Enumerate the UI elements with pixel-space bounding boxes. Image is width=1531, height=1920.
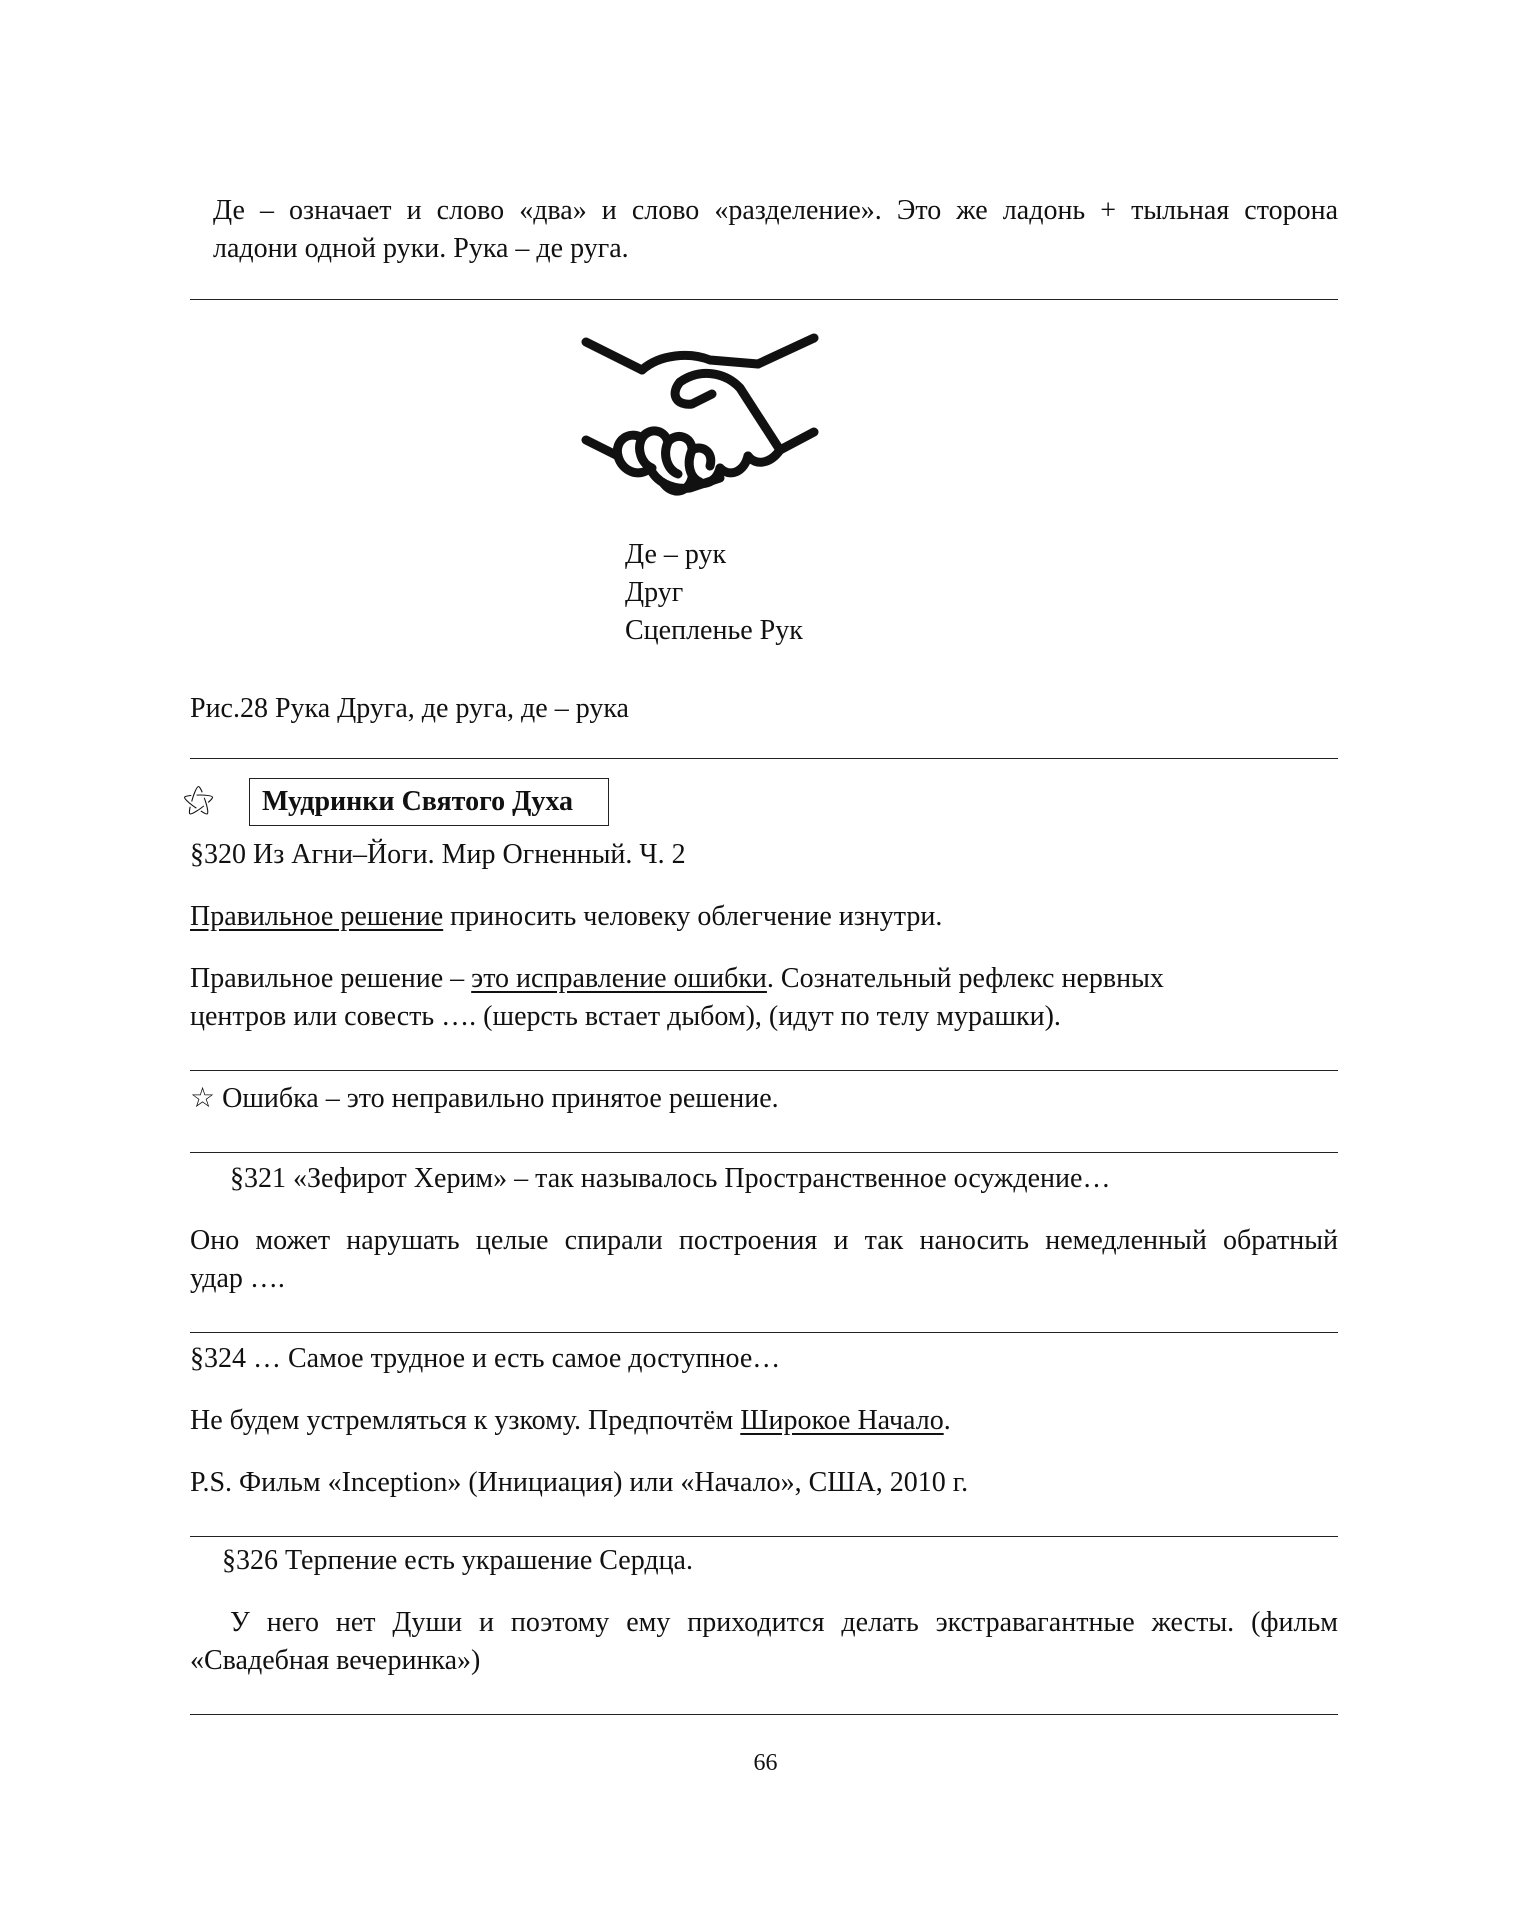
figure-title: Рис.28 Рука Друга, де руга, де – рука [190, 693, 629, 724]
figure-caption-2: Друг [625, 577, 684, 608]
divider [190, 1070, 1338, 1071]
text-run: . [943, 1405, 951, 1436]
underlined-phrase: Широкое Начало [740, 1405, 944, 1436]
page-number: 66 [753, 1750, 778, 1776]
p321-line-2: удар …. [190, 1263, 285, 1294]
figure-caption-3: Сцепленье Рук [625, 615, 803, 646]
section-symbol-icon: ⚝ [183, 781, 215, 817]
divider [190, 758, 1338, 759]
p324-line-a [190, 1402, 951, 1440]
p320-line-b [190, 960, 1338, 998]
p324-title: §324 … Самое трудное и есть самое доступное… [190, 1343, 781, 1374]
text-run: Правильное решение – это исправление ошибки. Сознательный рефлекс нервных [190, 963, 1164, 994]
p320-title: §320 Из Агни–Йоги. Мир Огненный. Ч. 2 [190, 839, 686, 870]
section-heading: Мудринки Святого Духа [249, 778, 609, 826]
text-run: Не будем устремляться к узкому. Предпочтём [190, 1405, 741, 1436]
p321-line-1: Оно может нарушать целые спирали построения и так наносить немедленный обратный [190, 1225, 1338, 1256]
handshake-icon [580, 332, 820, 522]
underlined-phrase: Правильное решение [190, 901, 444, 932]
divider [190, 1714, 1338, 1715]
divider [190, 1332, 1338, 1333]
divider [190, 1152, 1338, 1153]
text-run: приносить человеку облегчение изнутри. [443, 901, 943, 932]
p326-line-2: «Свадебная вечеринка») [190, 1645, 481, 1676]
star-note: ☆ Ошибка – это неправильно принятое решение. [190, 1083, 779, 1114]
p326-line-1: У него нет Души и поэтому ему приходится делать экстравагантные жесты. (фильм [230, 1607, 1338, 1638]
underlined-phrase: это исправление ошибки [471, 963, 767, 994]
divider [190, 299, 1338, 300]
intro-line-1: Де – означает и слово «два» и слово «разделение». Это же ладонь + тыльная сторона [213, 195, 1338, 226]
intro-line-2: ладони одной руки. Рука – де руга. [213, 233, 629, 264]
p321-title: §321 «Зефирот Херим» – так называлось Пространственное осуждение… [230, 1163, 1111, 1194]
figure-caption-1: Де – рук [625, 539, 727, 570]
p320-line-a [190, 898, 942, 936]
p320-line-b2: центров или совесть …. (шерсть встает дыбом), (идут по телу мурашки). [190, 1001, 1061, 1032]
p326-title: §326 Терпение есть украшение Сердца. [222, 1545, 693, 1576]
p324-ps: P.S. Фильм «Inception» (Инициация) или «Начало», США, 2010 г. [190, 1467, 969, 1498]
divider [190, 1536, 1338, 1537]
